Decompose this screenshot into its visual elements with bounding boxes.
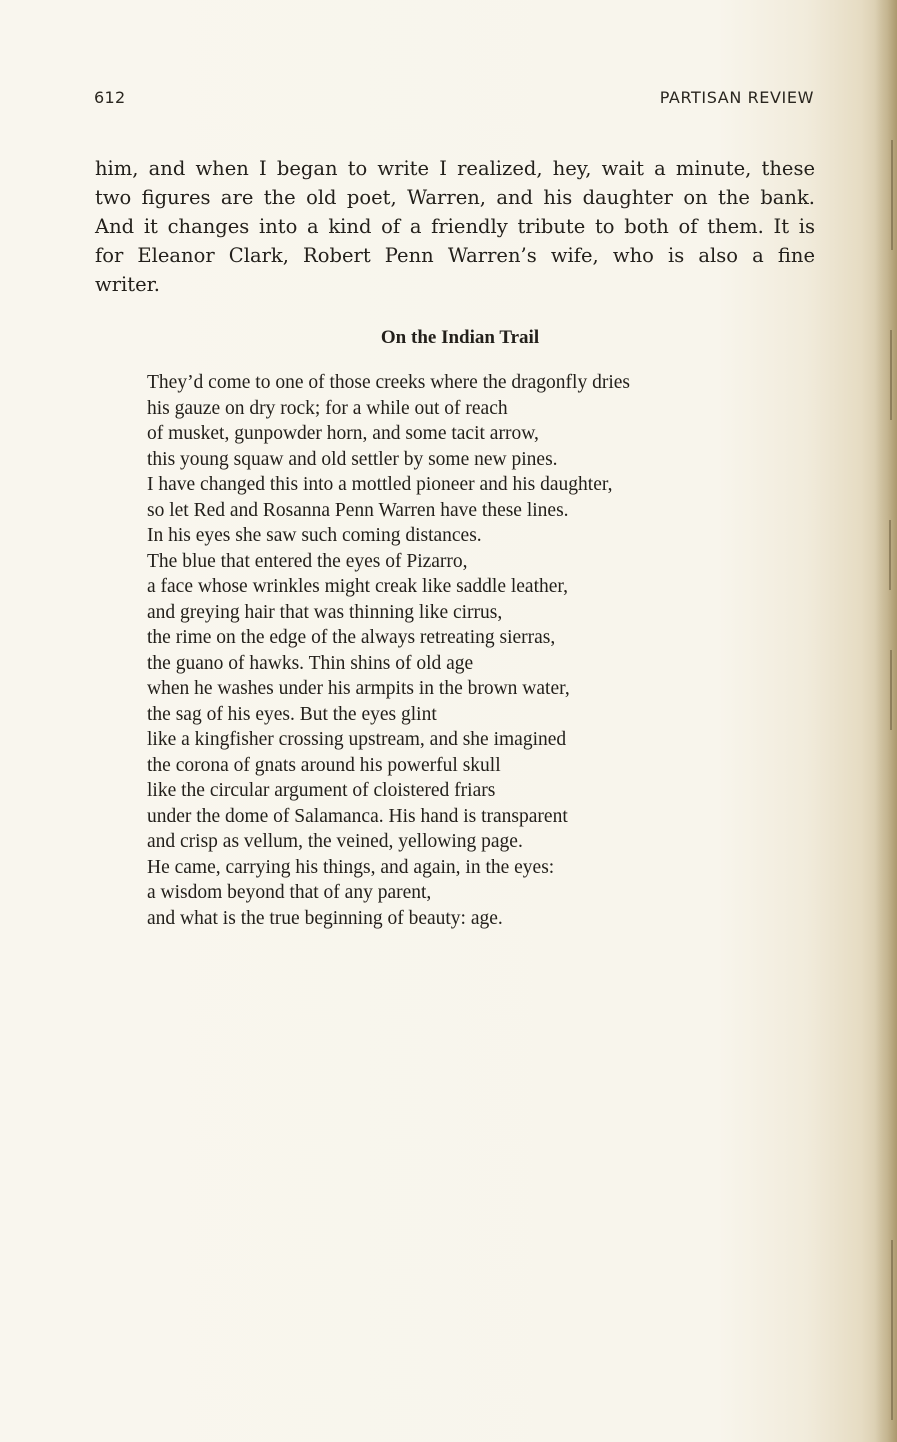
poem-body [147,370,787,931]
poem-line: like the circular argument of cloistered friars [147,780,496,801]
poem-line: and greying hair that was thinning like cirrus, [147,601,503,623]
prose-line: two figures are the old poet, Warren, and his daughter on the bank. [95,186,815,209]
poem-line: the guano of hawks. Thin shins of old age [147,652,474,674]
poem-line: like a kingfisher crossing upstream, and she imagined [147,729,567,750]
page-number: 612 [94,88,126,107]
poem-line: the sag of his eyes. But the eyes glint [147,703,437,725]
poem-line: when he washes under his armpits in the brown water, [147,678,570,699]
poem-line: this young squaw and old settler by some new pines. [147,448,558,470]
page-edge-mark [890,650,892,730]
prose-paragraph [95,154,815,299]
poem-line: so let Red and Rosanna Penn Warren have these lines. [147,499,569,521]
poem-line: and what is the true beginning of beauty: age. [147,907,503,929]
page-edge-mark [891,1240,893,1420]
poem-line: and crisp as vellum, the veined, yellowing page. [147,831,523,852]
poem-line: In his eyes she saw such coming distances. [147,525,482,546]
page-edge-mark [890,330,892,420]
poem-line: the corona of gnats around his powerful skull [147,754,501,776]
prose-line: for Eleanor Clark, Robert Penn Warren’s wife, who is also a fine [95,244,815,267]
poem-line: They’d come to one of those creeks where the dragonfly dries [147,372,630,393]
poem-title: On the Indian Trail [380,327,540,348]
running-head [94,88,814,110]
poem-line: I have changed this into a mottled pioneer and his daughter, [147,474,613,495]
poem-line: a wisdom beyond that of any parent, [147,882,432,903]
poem-line: The blue that entered the eyes of Pizarro, [147,550,468,572]
prose-line: writer. [95,273,161,296]
poem-line: He came, carrying his things, and again, in the eyes: [147,856,555,878]
poem-line: under the dome of Salamanca. His hand is transparent [147,805,568,827]
poem-line: of musket, gunpowder horn, and some tacit arrow, [147,423,539,444]
prose-line: him, and when I began to write I realized, hey, wait a minute, these [95,157,815,180]
page-edge-mark [891,140,893,250]
journal-title: PARTISAN REVIEW [659,88,814,107]
page-edge-mark [889,520,891,590]
prose-line: And it changes into a kind of a friendly tribute to both of them. It is [95,215,815,238]
poem-line: his gauze on dry rock; for a while out of reach [147,397,508,419]
page-edge-shadow [875,0,897,1442]
poem-line: the rime on the edge of the always retreating sierras, [147,627,556,648]
poem-line: a face whose wrinkles might creak like saddle leather, [147,576,569,597]
